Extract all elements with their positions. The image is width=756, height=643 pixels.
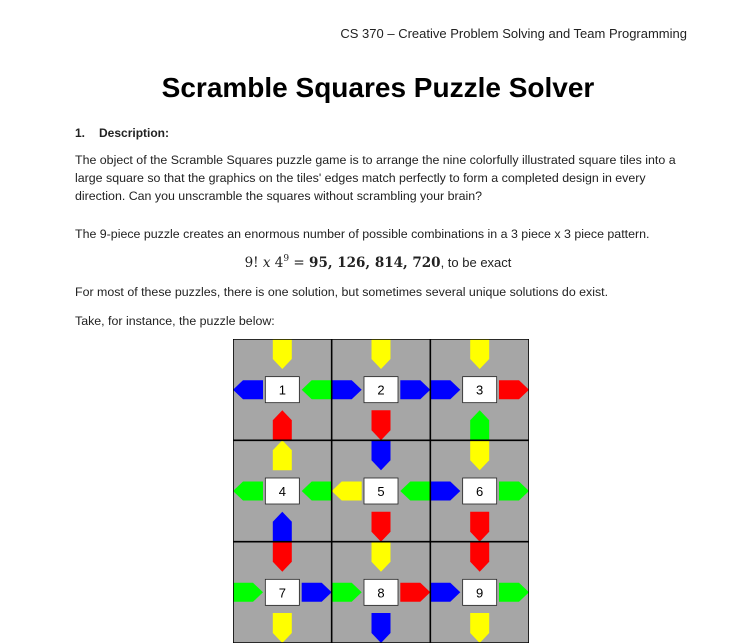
puzzle-tile	[233, 440, 332, 541]
solutions-paragraph: For most of these puzzles, there is one solution, but sometimes several unique solutions do exist.	[75, 285, 609, 299]
combinations-formula	[0, 254, 756, 271]
formula-base: 9!	[244, 255, 263, 271]
course-header: CS 370 – Creative Problem Solving and Team Programming	[340, 26, 687, 41]
formula-exponent: 9	[283, 254, 290, 264]
formula-suffix: , to be exact	[440, 255, 512, 270]
puzzle-grid	[233, 339, 529, 643]
tile-number: 6	[476, 484, 484, 499]
puzzle-tile	[332, 542, 431, 643]
puzzle-tile	[430, 542, 529, 643]
tile-number: 2	[377, 382, 385, 398]
puzzle-tile	[233, 339, 332, 440]
tile-number: 8	[377, 585, 385, 601]
tile-number: 9	[476, 585, 484, 601]
tile-number: 5	[377, 484, 385, 499]
section-number: 1.	[75, 126, 86, 140]
puzzle-tile	[332, 339, 431, 440]
page-title: Scramble Squares Puzzle Solver	[161, 72, 595, 103]
section-title: Description:	[99, 126, 170, 140]
puzzle-board	[233, 339, 529, 643]
puzzle-tile	[430, 339, 529, 440]
formula-x: x	[262, 255, 271, 271]
example-intro: Take, for instance, the puzzle below:	[75, 314, 275, 328]
puzzle-tile	[430, 440, 529, 541]
formula-four: 4	[270, 255, 284, 271]
tile-number: 4	[278, 484, 286, 499]
tile-number: 3	[476, 382, 484, 398]
tile-number: 7	[278, 585, 286, 601]
formula-result: 95, 126, 814, 720	[309, 255, 441, 271]
combinations-paragraph: The 9-piece puzzle creates an enormous number of possible combinations in a 3 piece x 3 piece pattern.	[75, 227, 650, 241]
formula-equals: =	[289, 255, 310, 271]
tile-number: 1	[278, 382, 286, 398]
puzzle-tile	[233, 542, 332, 643]
description-paragraph: The object of the Scramble Squares puzzle game is to arrange the nine colorfully illustrated square tiles into a large square so that the graphics on the tiles' edges match perfectly to form a completed design in every direction. Can you unscramble the squares without scrambling your brain?	[75, 153, 676, 203]
puzzle-tile	[332, 440, 431, 541]
section-heading	[75, 126, 169, 140]
